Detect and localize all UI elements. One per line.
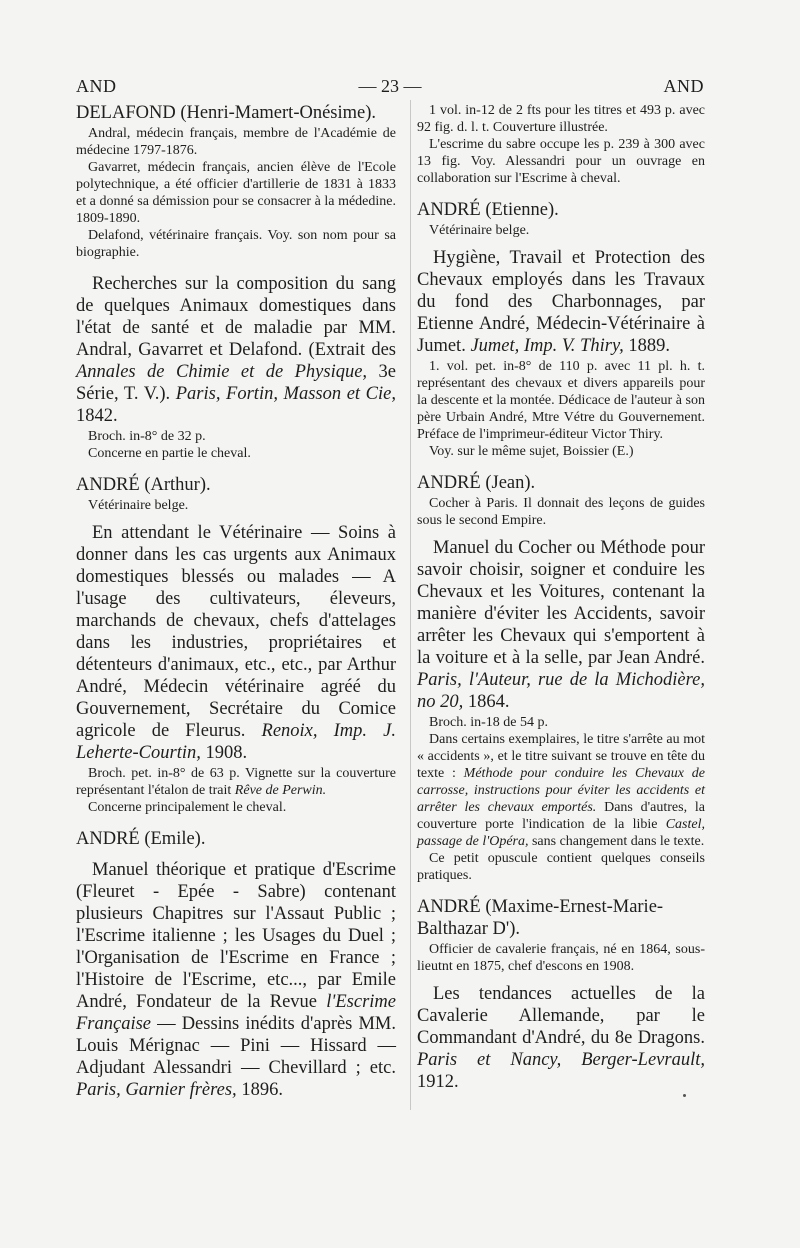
book-title-tendances: Les tendances actuelles de la Cavalerie Allemande, par le Commandant d'André, du 8e Dragons. Paris et Nancy, Berger-Levrault, 1912. — [417, 984, 705, 1092]
book-remark: Voy. sur le même sujet, Boissier (E.) — [429, 444, 634, 459]
book-title-hygiene: Hygiène, Travail et Protection des Chevaux employés dans les Travaux du fond des Charbonnages, par Etienne André, Médecin-Vétérinaire à Jumet. Jumet, Imp. V. Thiry, 1889. — [417, 248, 705, 356]
author-description: Vétérinaire belge. — [429, 223, 530, 238]
book-format: Broch. in-18 de 54 p. — [429, 715, 548, 730]
book-format: Broch. pet. in-8° de 63 p. Vignette sur la couverture représentant l'étalon de trait Rêve de Perwin. — [76, 766, 396, 798]
entry-andre-jean — [417, 472, 705, 884]
author-heading: ANDRÉ (Maxime-Ernest-Marie-Balthazar D'). — [417, 897, 664, 939]
entry-andre-emile — [76, 828, 396, 1101]
page-number: — 23 — — [358, 76, 422, 96]
author-heading: DELAFOND (Henri-Mamert-Onésime). — [76, 103, 377, 123]
author-heading: ANDRÉ (Emile). — [76, 829, 206, 849]
author-description: Officier de cavalerie français, né en 1864, sous-lieutnt en 1875, chef d'escons en 1908. — [417, 942, 705, 974]
book-remark: Ce petit opuscule contient quelques conseils pratiques. — [417, 851, 705, 883]
note-gavarret: Gavarret, médecin français, ancien élève de l'Ecole polytechnique, a été officier d'artillerie de 1831 à 1833 et a donné sa démission pour se consacrer à la médedine. 1809-1890. — [76, 160, 396, 226]
header-right-keyword: AND — [663, 76, 704, 96]
entry-delafond — [76, 102, 396, 462]
book-remark: Concerne principalement le cheval. — [88, 800, 287, 815]
header-left-keyword: AND — [76, 76, 117, 96]
author-heading: ANDRÉ (Arthur). — [76, 475, 211, 495]
author-heading: ANDRÉ (Etienne). — [417, 200, 559, 220]
book-remark: Concerne en partie le cheval. — [88, 446, 251, 461]
entry-andre-maxime — [417, 896, 705, 1093]
left-column — [76, 102, 396, 1102]
book-format: Broch. in-8° de 32 p. — [88, 429, 206, 444]
entry-andre-arthur — [76, 474, 396, 816]
entry-andre-emile-continued — [417, 102, 705, 187]
column-divider — [410, 100, 411, 1110]
running-header — [76, 76, 704, 102]
book-format: 1. vol. pet. in-8° de 110 p. avec 11 pl. h. t. représentant des chevaux et divers appareils pour la descente et la montée. Dédicace de l'auteur à son père Urbain André, Mtre Vétre du Gouvernement. Préface de l'imprimeur-éditeur Victor Thiry. — [417, 359, 705, 442]
book-title-manuel-escrime: Manuel théorique et pratique d'Escrime (Fleuret - Epée - Sabre) contenant plusieurs Chapitres sur l'Assaut Public ; l'Escrime italienne ; les Usages du Duel ; l'Organisation de l'Escrime en France ; l'Histoire de l'Escrime, etc..., par Emile André, Fondateur de la Revue l'Escrime Française — Dessins inédits d'après MM. Louis Mérignac — Pini — Hissard — Adjudant Alessandri — Chevillard ; etc. Paris, Garnier frères, 1896. — [76, 860, 397, 1100]
entry-andre-etienne — [417, 199, 705, 460]
book-remark: Dans certains exemplaires, le titre s'arrête au mot « accidents », et le titre suivant se trouve en tête du texte : Méthode pour conduire les Chevaux de carrosse, instructions pour éviter les accidents et arrêter les chevaux emportés. Dans d'autres, la couverture porte l'indication de la libie Castel, passage de l'Opéra, sans changement dans le texte. — [417, 732, 705, 849]
note-andral: Andral, médecin français, membre de l'Académie de médecine 1797-1876. — [76, 126, 396, 158]
book-remark: L'escrime du sabre occupe les p. 239 à 300 avec 13 fig. Voy. Alessandri pour un ouvrage en collaboration sur l'Escrime à cheval. — [417, 137, 705, 186]
book-format: 1 vol. in-12 de 2 fts pour les titres et 493 p. avec 92 fig. d. l. t. Couverture illustrée. — [417, 103, 705, 135]
note-delafond: Delafond, vétérinaire français. Voy. son nom pour sa biographie. — [76, 228, 396, 260]
right-column — [417, 102, 705, 1094]
book-title-en-attendant: En attendant le Vétérinaire — Soins à donner dans les cas urgents aux Animaux domestiques blessés ou malades — A l'usage des cultivateurs, éleveurs, marchands de chevaux, chefs d'attelages dans les industries, propriétaires et détenteurs d'animaux, etc., etc., par Arthur André, Médecin vétérinaire agréé du Gouvernement, Secrétaire du Comice agricole de Fleurus. Renoix, Imp. J. Leherte-Courtin, 1908. — [76, 523, 396, 763]
book-title-recherches: Recherches sur la composition du sang de quelques Animaux domestiques dans l'état de santé et de maladie par MM. Andral, Gavarret et Delafond. (Extrait des Annales de Chimie et de Physique, 3e Série, T. V.). Paris, Fortin, Masson et Cie, 1842. — [76, 274, 396, 426]
print-speck — [683, 1094, 686, 1097]
book-title-manuel-cocher: Manuel du Cocher ou Méthode pour savoir choisir, soigner et conduire les Chevaux et les Voitures, contenant la manière d'éviter les Accidents, savoir arrêter les Chevaux qui s'emportent à la voiture et à la selle, par Jean André. Paris, l'Auteur, rue de la Michodière, no 20, 1864. — [417, 538, 705, 712]
author-description: Cocher à Paris. Il donnait des leçons de guides sous le second Empire. — [417, 496, 705, 528]
author-description: Vétérinaire belge. — [88, 498, 189, 513]
author-heading: ANDRÉ (Jean). — [417, 473, 536, 493]
